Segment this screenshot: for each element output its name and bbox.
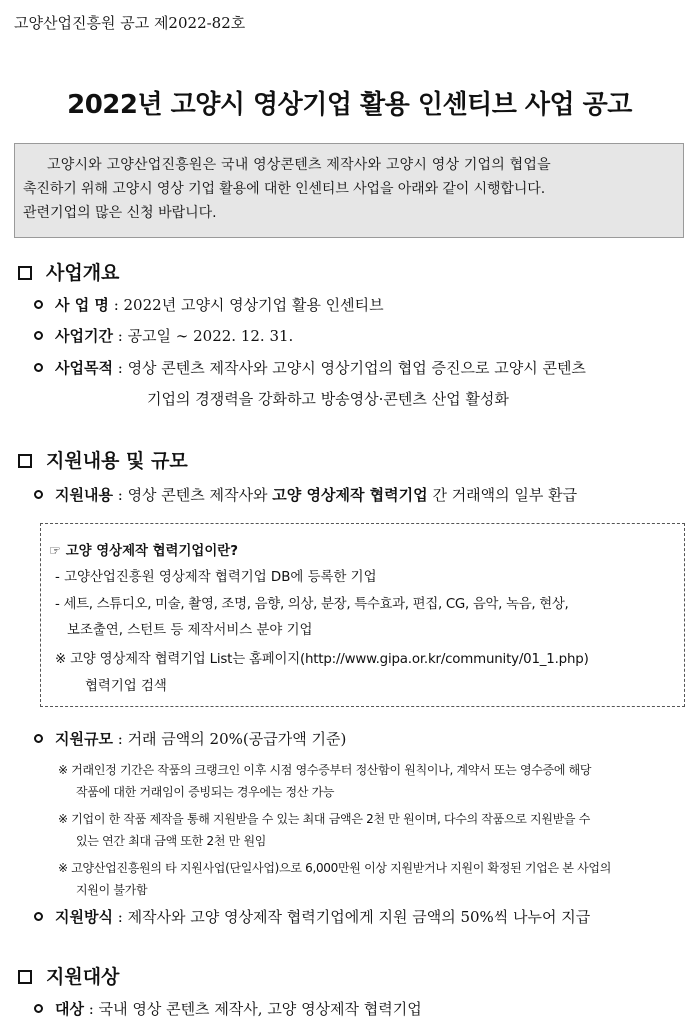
item-text: 국내 영상 콘텐츠 제작사, 고양 영상제작 협력기업: [98, 1000, 422, 1018]
item-text: 영상 콘텐츠 제작사와 고양시 영상기업의 협업 증진으로 고양시 콘텐츠: [127, 359, 586, 377]
circle-bullet-icon: [34, 734, 43, 743]
note-2-line-1: ※ 기업이 한 작품 제작을 통해 지원받을 수 있는 최대 금액은 2천 만 원이며, 다수의 작품으로 지원받을 수: [58, 812, 591, 826]
item-project-period: 사업기간 : 공고일 ∼ 2022. 12. 31.: [34, 325, 293, 346]
partner-box-heading: ☞ 고양 영상제작 협력기업이란?: [49, 544, 239, 559]
section-target-heading: 지원대상: [18, 962, 119, 989]
item-support-content: 지원내용 : 영상 콘텐츠 제작사와 고양 영상제작 협력기업 간 거래액의 일부 환급: [34, 484, 577, 505]
partner-box-line-2: - 세트, 스튜디오, 미술, 촬영, 조명, 음향, 의상, 분장, 특수효과, 편집, CG, 음악, 녹음, 현상,: [55, 597, 569, 612]
item-text: 2022년 고양시 영상기업 활용 인센티브: [123, 296, 384, 314]
circle-bullet-icon: [34, 490, 43, 499]
partner-box-line-4: ※ 고양 영상제작 협력기업 List는 홈페이지(http://www.gipa.or.kr/community/01_1.php): [55, 652, 589, 667]
intro-line-2: 촉진하기 위해 고양시 영상 기업 활용에 대한 인센티브 사업을 아래와 같이 시행합니다.: [23, 181, 546, 197]
item-target: 대상 : 국내 영상 콘텐츠 제작사, 고양 영상제작 협력기업: [34, 998, 422, 1019]
intro-line-1: 고양시와 고양산업진흥원은 국내 영상콘텐츠 제작사와 고양시 영상 기업의 협업을: [47, 157, 551, 173]
notice-number: 고양산업진흥원 공고 제2022-82호: [14, 14, 246, 32]
item-label: 사 업 명: [55, 296, 109, 314]
item-label: 사업목적: [55, 359, 113, 377]
partner-box-line-1: - 고양산업진흥원 영상제작 협력기업 DB에 등록한 기업: [55, 570, 377, 585]
item-text: 거래 금액의 20%(공급가액 기준): [127, 730, 347, 748]
circle-bullet-icon: [34, 1004, 43, 1013]
note-3-line-1: ※ 고양산업진흥원의 타 지원사업(단일사업)으로 6,000만원 이상 지원받거나 지원이 확정된 기업은 본 사업의: [58, 861, 612, 875]
highlight-partner-term: 고양 영상제작 협력기업: [272, 486, 428, 504]
partner-box-line-5: 협력기업 검색: [85, 679, 167, 694]
section-support-heading: 지원내용 및 규모: [18, 446, 188, 473]
page-title: 2022년 고양시 영상기업 활용 인센티브 사업 공고: [67, 90, 632, 120]
item-purpose-continuation: 기업의 경쟁력을 강화하고 방송영상·콘텐츠 산업 활성화: [147, 390, 509, 408]
section-overview-heading: 사업개요: [18, 258, 119, 285]
item-label: 지원규모: [55, 730, 113, 748]
checkbox-square-icon: [18, 266, 32, 280]
note-1-line-2: 작품에 대한 거래임이 증빙되는 경우에는 정산 가능: [76, 785, 335, 799]
item-project-name: 사 업 명 : 2022년 고양시 영상기업 활용 인센티브: [34, 294, 384, 315]
item-text: 공고일 ∼ 2022. 12. 31.: [127, 327, 294, 345]
item-support-scale: 지원규모 : 거래 금액의 20%(공급가액 기준): [34, 728, 346, 749]
note-3-line-2: 지원이 불가함: [76, 883, 148, 897]
circle-bullet-icon: [34, 912, 43, 921]
item-label: 대상: [55, 1000, 84, 1018]
note-1-line-1: ※ 거래인정 기간은 작품의 크랭크인 이후 시점 영수증부터 정산함이 원칙이나, 계약서 또는 영수증에 해당: [58, 763, 592, 777]
item-support-method: 지원방식 : 제작사와 고양 영상제작 협력기업에게 지원 금액의 50%씩 나누어 지급: [34, 906, 590, 927]
circle-bullet-icon: [34, 331, 43, 340]
intro-line-3: 관련기업의 많은 신청 바랍니다.: [23, 205, 217, 221]
item-project-purpose: 사업목적 : 영상 콘텐츠 제작사와 고양시 영상기업의 협업 증진으로 고양시 콘텐츠: [34, 357, 586, 378]
partner-box-line-3: 보조출연, 스턴트 등 제작서비스 분야 기업: [67, 623, 313, 638]
checkbox-square-icon: [18, 970, 32, 984]
item-label: 지원방식: [55, 908, 113, 926]
item-text: 제작사와 고양 영상제작 협력기업에게 지원 금액의 50%씩 나누어 지급: [127, 908, 591, 926]
item-label: 지원내용: [55, 486, 113, 504]
partner-definition-box: [40, 523, 685, 707]
circle-bullet-icon: [34, 300, 43, 309]
note-2-line-2: 있는 연간 최대 금액 또한 2천 만 원임: [76, 834, 267, 848]
checkbox-square-icon: [18, 454, 32, 468]
item-label: 사업기간: [55, 327, 113, 345]
intro-box: [14, 143, 684, 238]
circle-bullet-icon: [34, 363, 43, 372]
pointing-hand-icon: ☞: [49, 544, 62, 559]
